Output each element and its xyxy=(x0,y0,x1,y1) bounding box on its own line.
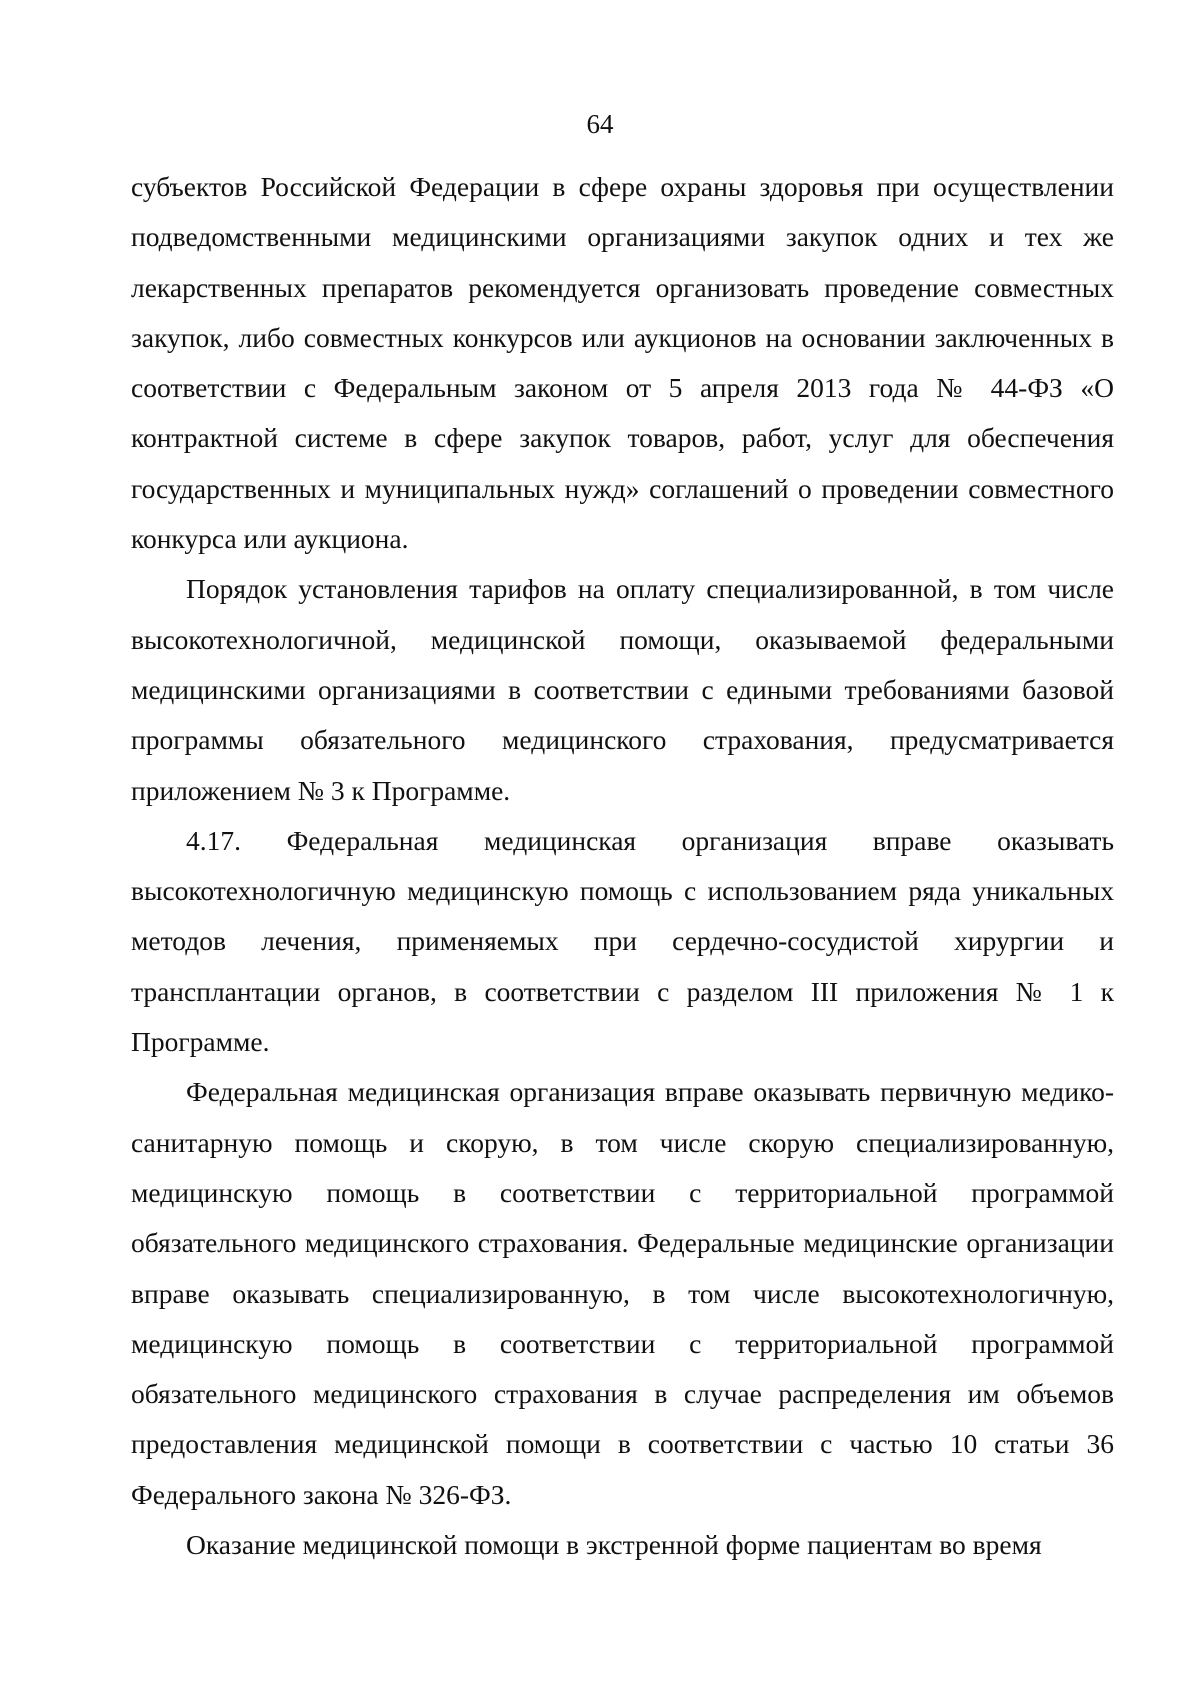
paragraph-federal-organization: Федеральная медицинская организация вправе оказывать первичную медико-санитарную помощь и скорую, в том числе скорую специализированную, медицинскую помощь в соответствии с территориальной программой обязательного медицинского страхования. Федеральные медицинские организации вправе оказывать специализированную, в том числе высокотехнологичную, медицинскую помощь в соответствии с территориальной программой обязательного медицинского страхования в случае распределения им объемов предоставления медицинской помощи в соответствии с частью 10 статьи 36 Федерального закона № 326-ФЗ. xyxy=(131,1076,1114,1510)
document-body xyxy=(131,162,1114,1570)
page-number: 64 xyxy=(586,109,614,139)
paragraph-4-17: 4.17. Федеральная медицинская организация вправе оказывать высокотехнологичную медицинскую помощь с использованием ряда уникальных методов лечения, применяемых при сердечно-сосудистой хирургии и трансплантации органов, в соответствии с разделом III приложения № 1 к Программе. xyxy=(131,824,1114,1058)
paragraph-continuation: субъектов Российской Федерации в сфере охраны здоровья при осуществлении подведомственными медицинскими организациями закупок одних и тех же лекарственных препаратов рекомендуется организовать проведение совместных закупок, либо совместных конкурсов или аукционов на основании заключенных в соответствии с Федеральным законом от 5 апреля 2013 года № 44-ФЗ «О контрактной системе в сфере закупок товаров, работ, услуг для обеспечения государственных и муниципальных нужд» соглашений о проведении совместного конкурса или аукциона. xyxy=(131,171,1114,555)
paragraph-tariff-procedure: Порядок установления тарифов на оплату специализированной, в том числе высокотехнологичной, медицинской помощи, оказываемой федеральными медицинскими организациями в соответствии с едиными требованиями базовой программы обязательного медицинского страхования, предусматривается приложением № 3 к Программе. xyxy=(131,573,1114,806)
paragraph-emergency-care: Оказание медицинской помощи в экстренной форме пациентам во время xyxy=(186,1529,1042,1561)
